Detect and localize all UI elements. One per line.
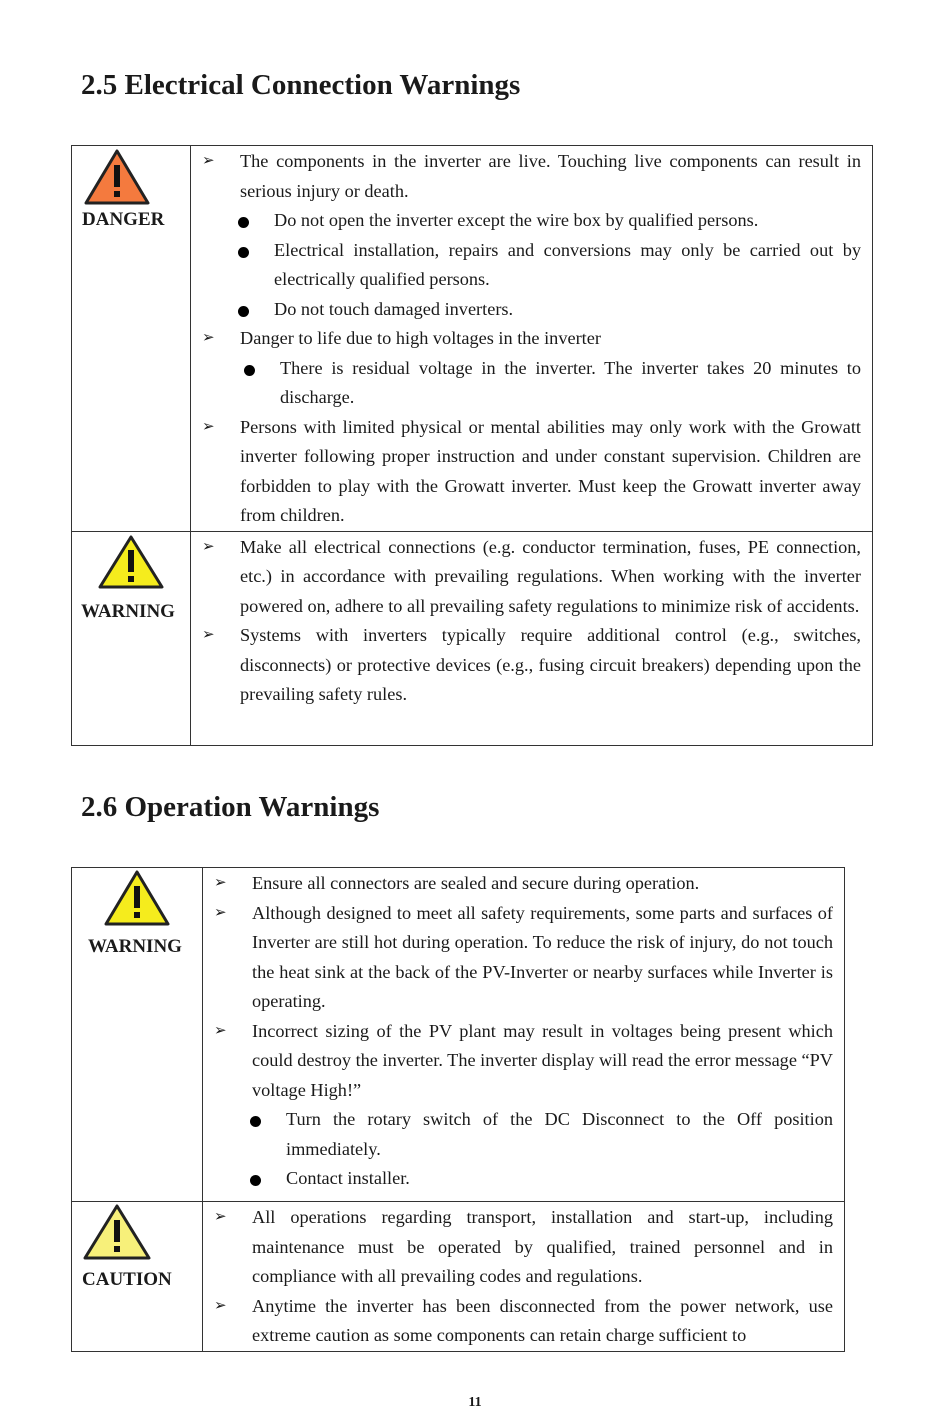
dot-bullet-icon [238,247,249,258]
arrow-bullet-icon: ➢ [202,418,215,435]
warning-label: WARNING [81,600,175,622]
arrow-bullet-icon: ➢ [214,1022,227,1039]
caution-bullet-2: ➢ Anytime the inverter has been disconnected from the power network, use extreme caution as some components can retain charge sufficient to [214,1292,833,1351]
arrow-bullet-icon: ➢ [214,904,227,921]
danger-sub-bullet-3: Do not touch damaged inverters. [202,295,861,325]
danger-triangle-icon [83,148,190,211]
danger-sub-bullet-4: There is residual voltage in the inverter. The inverter takes 20 minutes to discharge. [202,354,861,413]
op-warning-bullet-1: ➢ Ensure all connectors are sealed and secure during operation. [214,869,833,899]
arrow-bullet-icon: ➢ [202,153,215,169]
danger-sub-bullet-1: Do not open the inverter except the wire box by qualified persons. [202,206,861,236]
dot-bullet-icon [250,1175,261,1186]
warning-row-operation [72,868,845,1202]
danger-content [191,146,873,532]
warning-triangle-icon [97,534,190,595]
op-warning-label-cell [72,868,203,1202]
op-warning-sub-bullet-1: Turn the rotary switch of the DC Disconnect to the Off position immediately. [214,1105,833,1164]
danger-row [72,146,873,532]
caution-triangle-icon [82,1203,202,1266]
warning-row-electrical [72,531,873,745]
op-warning-bullet-2: ➢ Although designed to meet all safety requirements, some parts and surfaces of Inverter are still hot during operation. To reduce the risk of injury, do not touch the heat sink at the back of the PV-Inverter or nearby surfaces while Inverter is operating. [214,899,833,1017]
danger-label-cell [72,146,191,532]
section-heading-2-5: 2.5 Electrical Connection Warnings [81,69,521,101]
op-warning-bullet-3: ➢ Incorrect sizing of the PV plant may result in voltages being present which could destroy the inverter. The inverter display will read the error message “PV voltage High!” [214,1017,833,1106]
op-warning-content [203,868,845,1202]
dot-bullet-icon [250,1116,261,1127]
arrow-bullet-icon: ➢ [214,875,227,891]
op-warning-label: WARNING [88,936,182,957]
electrical-warnings-table [71,145,873,746]
danger-bullet-3: ➢ Persons with limited physical or mental abilities may only work with the Growatt inverter following proper instruction and under constant supervision. Children are forbidden to play with the Growatt inverter. Must keep the Growatt inverter away from children. [202,413,861,531]
caution-content [203,1202,845,1352]
dot-bullet-icon [238,217,249,228]
warning-triangle-icon [103,869,202,932]
caution-row [72,1202,845,1352]
warning-content [191,531,873,745]
danger-bullet-1: ➢ The components in the inverter are live. Touching live components can result in serious injury or death. [202,147,861,206]
dot-bullet-icon [238,306,249,317]
dot-bullet-icon [244,365,255,376]
page-number: 11 [468,1395,482,1410]
arrow-bullet-icon: ➢ [214,1297,227,1314]
section-heading-2-6: 2.6 Operation Warnings [81,791,380,823]
op-warning-sub-bullet-2: Contact installer. [214,1164,833,1194]
warning-bullet-1: ➢ Make all electrical connections (e.g. conductor termination, fuses, PE connection, etc.) in accordance with prevailing regulations. When working with the inverter powered on, adhere to all prevailing safety regulations to minimize risk of accidents. [202,533,861,622]
caution-label-cell [72,1202,203,1352]
caution-bullet-1: ➢ All operations regarding transport, installation and start-up, including maintenance must be operated by qualified, trained personnel and in compliance with all prevailing codes and regulations. [214,1203,833,1292]
danger-sub-bullet-2: Electrical installation, repairs and conversions may only be carried out by electrically qualified persons. [202,236,861,295]
warning-bullet-2: ➢ Systems with inverters typically require additional control (e.g., switches, disconnects) or protective devices (e.g., fusing circuit breakers) depending upon the prevailing safety rules. [202,621,861,710]
arrow-bullet-icon: ➢ [214,1209,227,1225]
caution-label: CAUTION [82,1269,172,1290]
arrow-bullet-icon: ➢ [202,330,215,346]
arrow-bullet-icon: ➢ [202,627,215,643]
operation-warnings-table [71,867,845,1352]
danger-label: DANGER [82,209,165,230]
warning-label-cell [72,531,191,745]
arrow-bullet-icon: ➢ [202,538,215,555]
danger-bullet-2: ➢ Danger to life due to high voltages in the inverter [202,324,861,354]
